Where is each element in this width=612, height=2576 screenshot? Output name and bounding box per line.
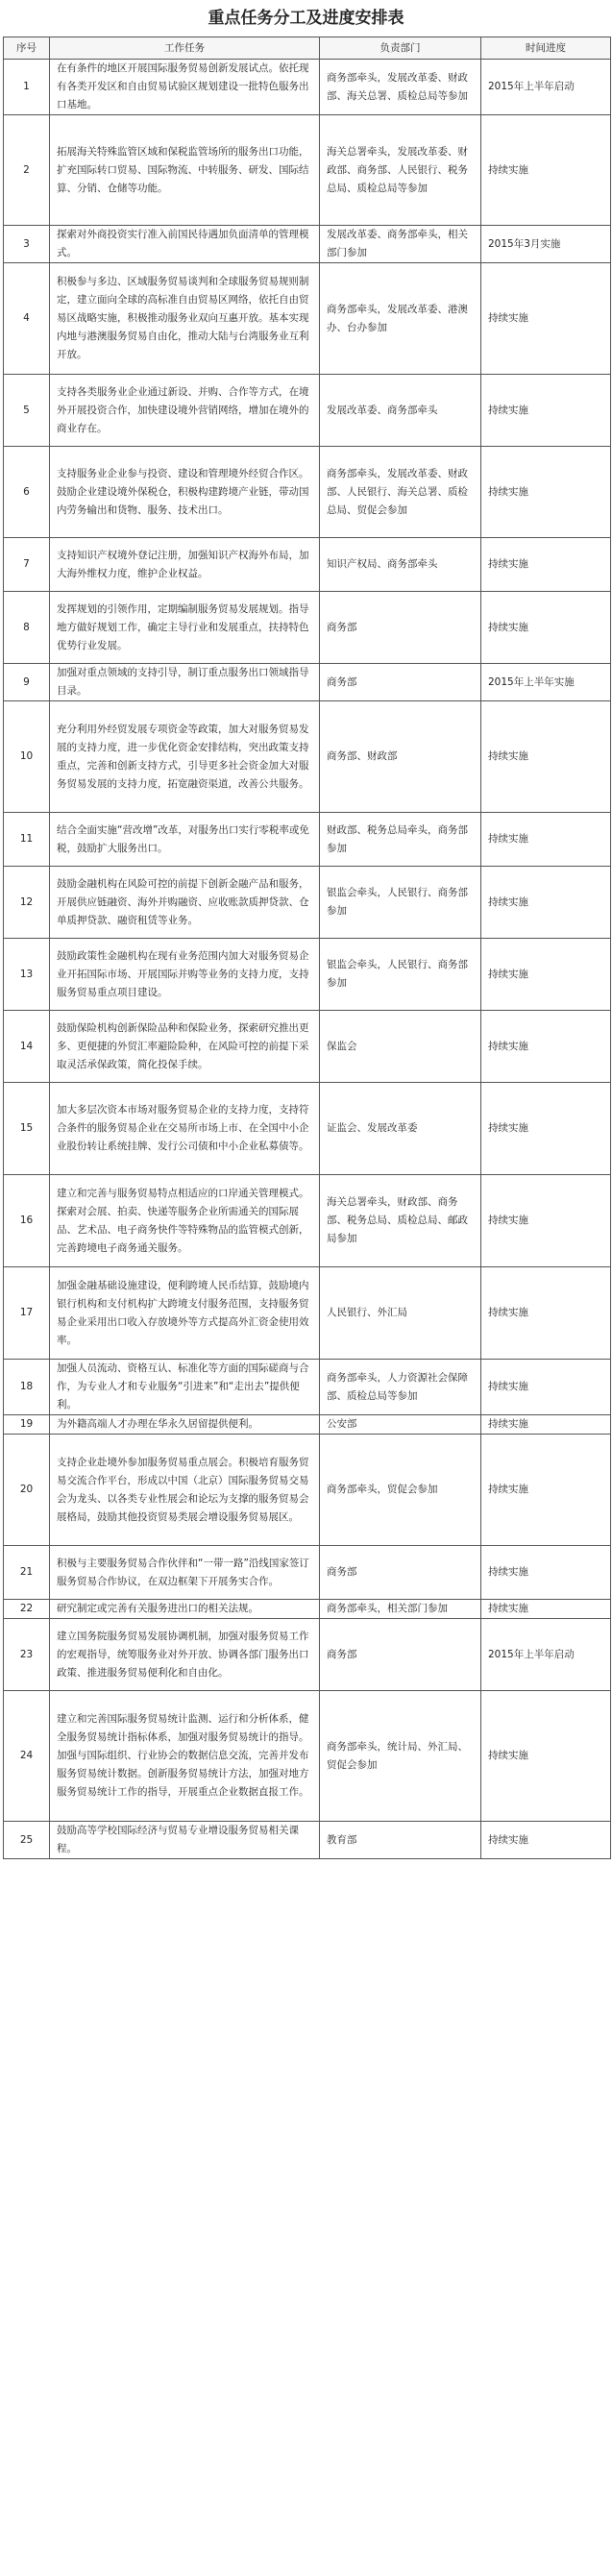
row-task: 研究制定或完善有关服务进出口的相关法规。 xyxy=(50,1600,320,1619)
table-row xyxy=(4,1011,611,1083)
row-department: 商务部 xyxy=(320,664,481,701)
row-task: 探索对外商投资实行准入前国民待遇加负面清单的管理模式。 xyxy=(50,226,320,263)
row-department: 银监会牵头，人民银行、商务部参加 xyxy=(320,867,481,939)
table-row xyxy=(4,263,611,375)
row-task: 建立和完善与服务贸易特点相适应的口岸通关管理模式。探索对会展、拍卖、快递等服务企业所需通关的国际展品、艺术品、电子商务快件等特殊物品的监管模式创新，完善跨境电子商务通关服务。 xyxy=(50,1175,320,1267)
row-number: 3 xyxy=(4,226,50,263)
header-schedule: 时间进度 xyxy=(481,37,611,60)
table-header-row xyxy=(4,37,611,60)
table-body xyxy=(4,60,611,1859)
row-department: 商务部 xyxy=(320,1546,481,1600)
row-department: 海关总署牵头，财政部、商务部、税务总局、质检总局、邮政局参加 xyxy=(320,1175,481,1267)
table-row xyxy=(4,1415,611,1435)
row-number: 9 xyxy=(4,664,50,701)
row-department: 商务部牵头，相关部门参加 xyxy=(320,1600,481,1619)
row-department: 商务部 xyxy=(320,1619,481,1691)
row-task: 积极参与多边、区域服务贸易谈判和全球服务贸易规则制定，建立面向全球的高标准自由贸易区网络，依托自由贸易区战略实施，积极推动服务业双向互惠开放。基本实现内地与港澳服务贸易自由化，推动大陆与台湾服务业互利开放。 xyxy=(50,263,320,375)
row-task: 加强人员流动、资格互认、标准化等方面的国际磋商与合作，为专业人才和专业服务“引进来”和“走出去”提供便利。 xyxy=(50,1360,320,1415)
row-department: 知识产权局、商务部牵头 xyxy=(320,538,481,592)
row-schedule: 持续实施 xyxy=(481,1691,611,1822)
row-number: 19 xyxy=(4,1415,50,1435)
row-department: 商务部牵头，发展改革委、财政部、海关总署、质检总局等参加 xyxy=(320,60,481,115)
row-schedule: 持续实施 xyxy=(481,1600,611,1619)
row-schedule: 持续实施 xyxy=(481,375,611,447)
row-number: 15 xyxy=(4,1083,50,1175)
row-schedule: 持续实施 xyxy=(481,1435,611,1546)
table-row xyxy=(4,447,611,538)
page-title: 重点任务分工及进度安排表 xyxy=(208,9,404,28)
table-row xyxy=(4,60,611,115)
row-department: 商务部牵头，贸促会参加 xyxy=(320,1435,481,1546)
row-schedule: 持续实施 xyxy=(481,1083,611,1175)
row-schedule: 持续实施 xyxy=(481,592,611,664)
row-task: 建立和完善国际服务贸易统计监测、运行和分析体系，健全服务贸易统计指标体系，加强对服务贸易统计的指导。加强与国际组织、行业协会的数据信息交流，完善并发布服务贸易统计数据。创新服务贸易统计方法，加强对地方服务贸易统计工作的指导，开展重点企业数据直报工作。 xyxy=(50,1691,320,1822)
table-row xyxy=(4,664,611,701)
row-task: 拓展海关特殊监管区域和保税监管场所的服务出口功能，扩充国际转口贸易、国际物流、中转服务、研发、国际结算、分销、仓储等功能。 xyxy=(50,115,320,226)
row-task: 加强对重点领域的支持引导，制订重点服务出口领域指导目录。 xyxy=(50,664,320,701)
row-number: 20 xyxy=(4,1435,50,1546)
row-schedule: 2015年3月实施 xyxy=(481,226,611,263)
row-department: 商务部牵头，统计局、外汇局、贸促会参加 xyxy=(320,1691,481,1822)
row-number: 6 xyxy=(4,447,50,538)
row-schedule: 持续实施 xyxy=(481,115,611,226)
table-row xyxy=(4,592,611,664)
row-department: 证监会、发展改革委 xyxy=(320,1083,481,1175)
row-task: 为外籍高端人才办理在华永久居留提供便利。 xyxy=(50,1415,320,1435)
row-number: 1 xyxy=(4,60,50,115)
table-row xyxy=(4,1435,611,1546)
row-number: 24 xyxy=(4,1691,50,1822)
row-schedule: 持续实施 xyxy=(481,1822,611,1859)
table-row xyxy=(4,1822,611,1859)
row-number: 5 xyxy=(4,375,50,447)
row-department: 公安部 xyxy=(320,1415,481,1435)
row-task: 积极与主要服务贸易合作伙伴和“一带一路”沿线国家签订服务贸易合作协议，在双边框架下开展务实合作。 xyxy=(50,1546,320,1600)
table-row xyxy=(4,701,611,813)
row-number: 25 xyxy=(4,1822,50,1859)
row-task: 发挥规划的引领作用，定期编制服务贸易发展规划。指导地方做好规划工作，确定主导行业和发展重点，扶持特色优势行业发展。 xyxy=(50,592,320,664)
row-schedule: 持续实施 xyxy=(481,1267,611,1360)
row-schedule: 持续实施 xyxy=(481,1546,611,1600)
row-department: 海关总署牵头，发展改革委、财政部、商务部、人民银行、税务总局、质检总局等参加 xyxy=(320,115,481,226)
row-number: 22 xyxy=(4,1600,50,1619)
row-task: 鼓励高等学校国际经济与贸易专业增设服务贸易相关课程。 xyxy=(50,1822,320,1859)
row-number: 14 xyxy=(4,1011,50,1083)
row-task: 支持企业赴境外参加服务贸易重点展会。积极培育服务贸易交流合作平台，形成以中国（北京）国际服务贸易交易会为龙头、以各类专业性展会和论坛为支撑的服务贸易会展格局，鼓励其他投资贸易类展会增设服务贸易展区。 xyxy=(50,1435,320,1546)
row-department: 教育部 xyxy=(320,1822,481,1859)
row-task: 建立国务院服务贸易发展协调机制，加强对服务贸易工作的宏观指导，统筹服务业对外开放、协调各部门服务出口政策、推进服务贸易便利化和自由化。 xyxy=(50,1619,320,1691)
table-row xyxy=(4,1619,611,1691)
header-department: 负责部门 xyxy=(320,37,481,60)
row-number: 17 xyxy=(4,1267,50,1360)
row-number: 10 xyxy=(4,701,50,813)
row-number: 7 xyxy=(4,538,50,592)
row-schedule: 2015年上半年启动 xyxy=(481,60,611,115)
row-schedule: 持续实施 xyxy=(481,1175,611,1267)
row-schedule: 持续实施 xyxy=(481,263,611,375)
row-number: 23 xyxy=(4,1619,50,1691)
table-row xyxy=(4,939,611,1011)
row-task: 加大多层次资本市场对服务贸易企业的支持力度，支持符合条件的服务贸易企业在交易所市场上市、在全国中小企业股份转让系统挂牌、发行公司债和中小企业私募债等。 xyxy=(50,1083,320,1175)
row-department: 发展改革委、商务部牵头 xyxy=(320,375,481,447)
row-task: 支持各类服务业企业通过新设、并购、合作等方式，在境外开展投资合作，加快建设境外营销网络，增加在境外的商业存在。 xyxy=(50,375,320,447)
row-schedule: 持续实施 xyxy=(481,813,611,867)
table-row xyxy=(4,1175,611,1267)
row-department: 商务部牵头，发展改革委、港澳办、台办参加 xyxy=(320,263,481,375)
row-department: 商务部、财政部 xyxy=(320,701,481,813)
row-schedule: 持续实施 xyxy=(481,538,611,592)
row-number: 21 xyxy=(4,1546,50,1600)
row-number: 12 xyxy=(4,867,50,939)
row-number: 8 xyxy=(4,592,50,664)
row-department: 人民银行、外汇局 xyxy=(320,1267,481,1360)
row-schedule: 2015年上半年实施 xyxy=(481,664,611,701)
row-schedule: 持续实施 xyxy=(481,1415,611,1435)
table-row xyxy=(4,375,611,447)
table-row xyxy=(4,813,611,867)
row-department: 商务部 xyxy=(320,592,481,664)
row-task: 鼓励政策性金融机构在现有业务范围内加大对服务贸易企业开拓国际市场、开展国际并购等业务的支持力度，支持服务贸易重点项目建设。 xyxy=(50,939,320,1011)
row-number: 16 xyxy=(4,1175,50,1267)
row-schedule: 持续实施 xyxy=(481,447,611,538)
row-task: 支持服务业企业参与投资、建设和管理境外经贸合作区。鼓励企业建设境外保税仓，积极构建跨境产业链，带动国内劳务输出和货物、服务、技术出口。 xyxy=(50,447,320,538)
row-department: 保监会 xyxy=(320,1011,481,1083)
table-row xyxy=(4,1691,611,1822)
table-row xyxy=(4,538,611,592)
table-row xyxy=(4,1546,611,1600)
row-schedule: 持续实施 xyxy=(481,939,611,1011)
row-number: 2 xyxy=(4,115,50,226)
row-task: 鼓励金融机构在风险可控的前提下创新金融产品和服务，开展供应链融资、海外并购融资、应收账款质押贷款、仓单质押贷款、融资租赁等业务。 xyxy=(50,867,320,939)
header-number: 序号 xyxy=(4,37,50,60)
table-row xyxy=(4,1267,611,1360)
table-row xyxy=(4,1083,611,1175)
row-task: 鼓励保险机构创新保险品种和保险业务，探索研究推出更多、更便捷的外贸汇率避险险种，在风险可控的前提下采取灵活承保政策，简化投保手续。 xyxy=(50,1011,320,1083)
row-task: 在有条件的地区开展国际服务贸易创新发展试点。依托现有各类开发区和自由贸易试验区规划建设一批特色服务出口基地。 xyxy=(50,60,320,115)
row-department: 财政部、税务总局牵头，商务部参加 xyxy=(320,813,481,867)
row-schedule: 持续实施 xyxy=(481,867,611,939)
task-table xyxy=(3,37,611,1859)
row-department: 商务部牵头，发展改革委、财政部、人民银行、海关总署、质检总局、贸促会参加 xyxy=(320,447,481,538)
header-task: 工作任务 xyxy=(50,37,320,60)
row-schedule: 持续实施 xyxy=(481,1360,611,1415)
row-schedule: 持续实施 xyxy=(481,1011,611,1083)
row-number: 4 xyxy=(4,263,50,375)
row-task: 充分利用外经贸发展专项资金等政策，加大对服务贸易发展的支持力度，进一步优化资金安排结构，突出政策支持重点，完善和创新支持方式，引导更多社会资金加大对服务贸易发展的支持力度，拓宽融资渠道，改善公共服务。 xyxy=(50,701,320,813)
row-task: 支持知识产权境外登记注册，加强知识产权海外布局，加大海外维权力度，维护企业权益。 xyxy=(50,538,320,592)
table-row xyxy=(4,115,611,226)
row-number: 13 xyxy=(4,939,50,1011)
row-number: 18 xyxy=(4,1360,50,1415)
row-schedule: 持续实施 xyxy=(481,701,611,813)
row-department: 发展改革委、商务部牵头，相关部门参加 xyxy=(320,226,481,263)
row-department: 银监会牵头，人民银行、商务部参加 xyxy=(320,939,481,1011)
table-row xyxy=(4,1360,611,1415)
row-number: 11 xyxy=(4,813,50,867)
table-row xyxy=(4,226,611,263)
table-row xyxy=(4,1600,611,1619)
row-task: 结合全面实施“营改增”改革，对服务出口实行零税率或免税，鼓励扩大服务出口。 xyxy=(50,813,320,867)
row-task: 加强金融基础设施建设，便利跨境人民币结算，鼓励境内银行机构和支付机构扩大跨境支付服务范围，支持服务贸易企业采用出口收入存放境外等方式提高外汇资金使用效率。 xyxy=(50,1267,320,1360)
table-row xyxy=(4,867,611,939)
row-department: 商务部牵头，人力资源社会保障部、质检总局等参加 xyxy=(320,1360,481,1415)
row-schedule: 2015年上半年启动 xyxy=(481,1619,611,1691)
